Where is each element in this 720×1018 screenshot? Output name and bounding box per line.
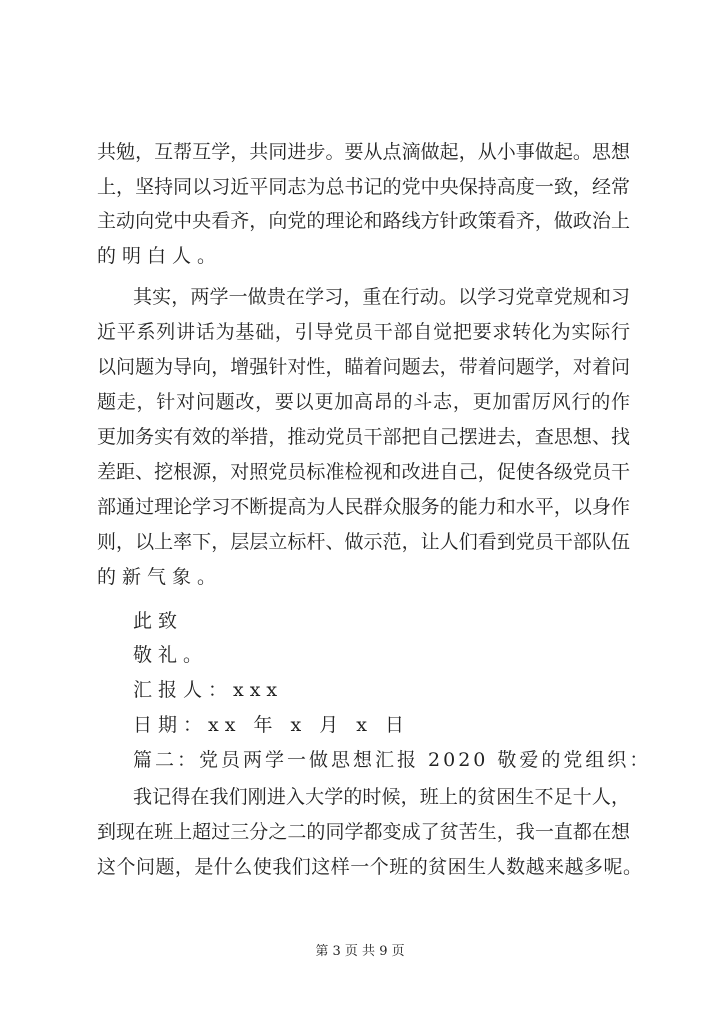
text-line: 更加务实有效的举措，推动党员干部把自己摆进去，查思想、找 (97, 426, 630, 448)
text-line: 我记得在我们刚进入大学的时候，班上的贫困生不足十人， (133, 786, 630, 808)
page-number: 第 3 页 共 9 页 (315, 944, 405, 959)
reporter-line: 汇报人：xxx (133, 679, 284, 701)
text-line: 主动向党中央看齐，向党的理论和路线方针政策看齐，做政治上 (97, 210, 630, 232)
text-line: 的新气象。 (97, 566, 223, 588)
text-line: 差距、挖根源，对照党员标准检视和改进自己，促使各级党员干 (97, 461, 630, 483)
text-line: 近平系列讲话为基础，引导党员干部自觉把要求转化为实际行 (97, 321, 630, 343)
text-line: 部通过理论学习不断提高为人民群众服务的能力和水平，以身作 (97, 496, 630, 518)
closing-salutation: 此致 (133, 610, 184, 632)
text-line: 则，以上率下，层层立标杆、做示范，让人们看到党员干部队伍 (97, 531, 630, 553)
text-line: 的明白人。 (97, 245, 223, 267)
text-line: 题走，针对问题改，要以更加高昂的斗志，更加雷厉风行的作 (97, 391, 630, 413)
section-heading: 篇二：党员两学一做思想汇报 2020 敬爱的党组织： (133, 749, 652, 771)
text-line: 共勉，互帮互学，共同进步。要从点滴做起，从小事做起。思想 (97, 141, 630, 163)
closing-regards: 敬礼。 (133, 644, 209, 666)
text-line: 上，坚持同以习近平同志为总书记的党中央保持高度一致，经常 (97, 176, 630, 198)
text-line: 到现在班上超过三分之二的同学都变成了贫苦生，我一直都在想 (97, 821, 630, 843)
text-line: 这个问题，是什么使我们这样一个班的贫困生人数越来越多呢。 (97, 856, 642, 878)
date-line: 日期：xx 年 x 月 x 日 (133, 714, 411, 736)
text-line: 以问题为导向，增强针对性，瞄着问题去，带着问题学，对着问 (97, 356, 630, 378)
text-line: 其实，两学一做贵在学习，重在行动。以学习党章党规和习 (133, 286, 630, 308)
